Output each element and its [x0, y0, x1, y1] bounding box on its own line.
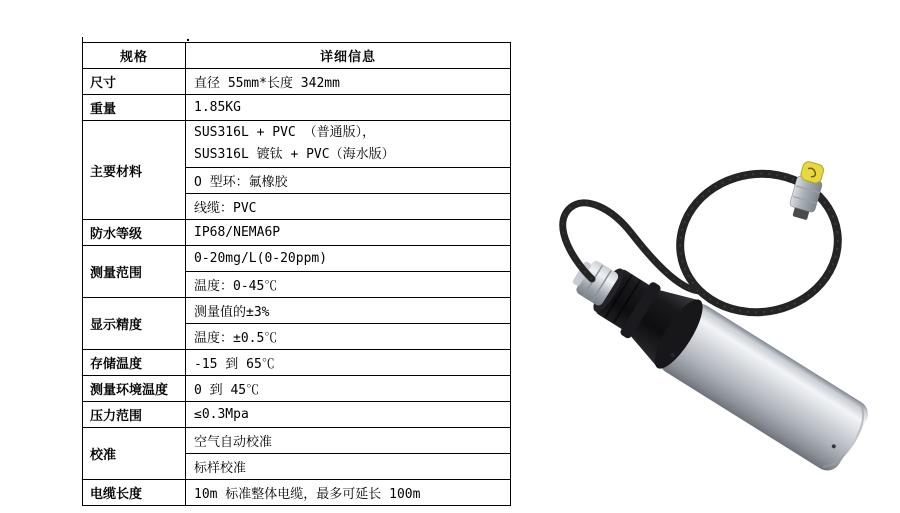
table-row: [83, 480, 511, 506]
spec-value: -15 到 65℃: [186, 350, 511, 376]
spec-value: 1.85KG: [186, 95, 511, 121]
table-row: [83, 428, 511, 454]
sensor-probe-illustration: [540, 148, 900, 496]
table-row: [83, 246, 511, 272]
spec-label: 尺寸: [83, 69, 186, 95]
header-spec: 规格: [83, 43, 186, 69]
spec-value: 0-20mg/L(0-20ppm): [186, 246, 511, 272]
spec-label: 重量: [83, 95, 186, 121]
spec-label: 存储温度: [83, 350, 186, 376]
spec-value: 测量值的±3%: [186, 298, 511, 324]
table-row: [83, 95, 511, 121]
spec-table: [82, 42, 511, 506]
spec-value: 0 到 45℃: [186, 376, 511, 402]
spec-value: O 型环：氟橡胶: [186, 168, 511, 194]
spec-value: 10m 标准整体电缆，最多可延长 100m: [186, 480, 511, 506]
spec-value: 温度：0-45℃: [186, 272, 511, 298]
table-row: [83, 402, 511, 428]
table-row: [83, 298, 511, 324]
table-row: [83, 69, 511, 95]
spec-value: IP68/NEMA6P: [186, 220, 511, 246]
spec-label: 主要材料: [83, 121, 186, 220]
table-crop-mark: [187, 39, 189, 41]
spec-value: [186, 121, 511, 168]
spec-label: 电缆长度: [83, 480, 186, 506]
spec-value: 标样校准: [186, 454, 511, 480]
spec-value: 直径 55mm*长度 342mm: [186, 69, 511, 95]
spec-value: 温度：±0.5℃: [186, 324, 511, 350]
table-row: [83, 350, 511, 376]
table-row: [83, 121, 511, 168]
table-row: [83, 376, 511, 402]
spec-value-line: SUS316L 镀钛 + PVC（海水版）: [194, 147, 395, 162]
spec-value: ≤0.3Mpa: [186, 402, 511, 428]
spec-label: 测量范围: [83, 246, 186, 298]
spec-label: 测量环境温度: [83, 376, 186, 402]
spec-label: 校准: [83, 428, 186, 480]
product-image: [540, 148, 900, 496]
spec-label: 防水等级: [83, 220, 186, 246]
spec-value: 线缆：PVC: [186, 194, 511, 220]
table-row: [83, 220, 511, 246]
spec-label: 显示精度: [83, 298, 186, 350]
table-header-row: [83, 43, 511, 69]
spec-value-line: SUS316L + PVC （普通版），: [194, 125, 376, 140]
cable-connector: [787, 160, 828, 222]
header-detail: 详细信息: [186, 43, 511, 69]
spec-label: 压力范围: [83, 402, 186, 428]
spec-value: 空气自动校准: [186, 428, 511, 454]
